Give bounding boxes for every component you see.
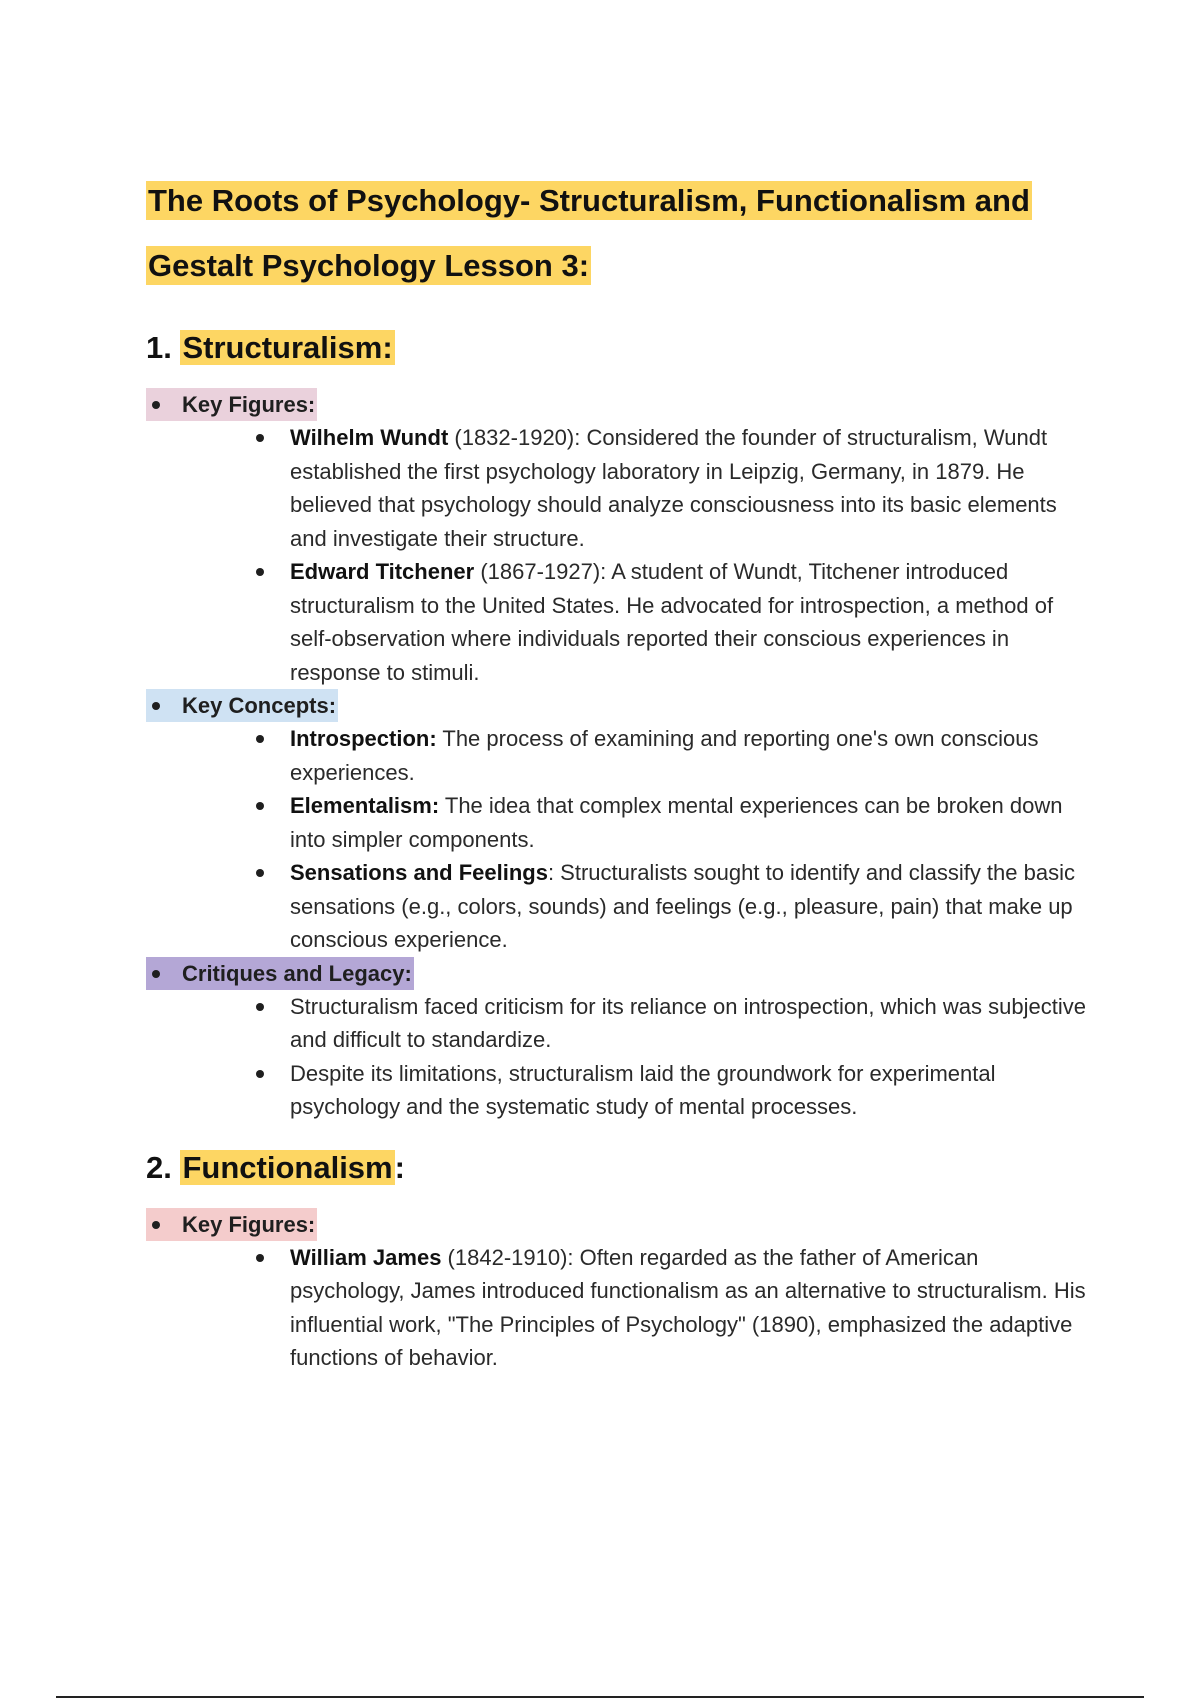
list-item-sensations	[290, 856, 1086, 957]
group-label: Key Figures:	[146, 388, 317, 421]
item-text: The idea that complex mental experiences can be broken down into simpler components.	[290, 793, 1063, 852]
section-title-suffix: :	[394, 1149, 405, 1185]
list-item-key-figures	[182, 1208, 1086, 1375]
detail-list	[182, 990, 1086, 1124]
document-title	[146, 168, 1086, 298]
page-bottom-rule	[56, 1696, 1144, 1698]
section-title: Structuralism:	[182, 330, 393, 365]
item-text: (1842-1910): Often regarded as the father of American psychology, James introduced functionalism as an alternative to structuralism. His influential work, "The Principles of Psychology" (1890), emphasized the adaptive functions of behavior.	[290, 1244, 1086, 1370]
item-name: Wilhelm Wundt	[290, 425, 449, 450]
item-text: : Structuralists sought to identify and classify the basic sensations (e.g., colors, sounds) and feelings (e.g., pleasure, pain) that make up conscious experience.	[290, 860, 1075, 952]
item-text: The process of examining and reporting one's own conscious experiences.	[290, 726, 1039, 785]
list-item-elementalism	[290, 789, 1086, 856]
structuralism-list	[146, 388, 1086, 1124]
detail-list	[182, 421, 1086, 689]
list-item-william-james	[290, 1241, 1086, 1375]
list-item-critiques	[182, 957, 1086, 1124]
item-name: Edward Titchener	[290, 559, 475, 584]
detail-list	[182, 1241, 1086, 1375]
section-title: Functionalism	[182, 1149, 393, 1185]
list-item-titchener	[290, 555, 1086, 689]
list-item-wundt	[290, 421, 1086, 555]
item-name: Elementalism:	[290, 793, 440, 818]
title-line-2: Gestalt Psychology Lesson 3:	[148, 248, 590, 283]
list-item-key-concepts	[182, 689, 1086, 957]
item-name: William James	[290, 1244, 442, 1270]
list-item-key-figures	[182, 388, 1086, 689]
section-number: 1.	[146, 330, 172, 365]
group-label: Key Figures:	[146, 1208, 317, 1241]
item-text: (1867-1927): A student of Wundt, Titchener introduced structuralism to the United States. He advocated for introspection, a method of self-observation where individuals reported their conscious experiences in response to stimuli.	[290, 559, 1054, 685]
item-name: Sensations and Feelings	[290, 860, 548, 885]
group-label: Critiques and Legacy:	[146, 957, 414, 990]
list-item-critique-1	[290, 990, 1086, 1057]
detail-list	[182, 722, 1086, 957]
item-text: Despite its limitations, structuralism laid the groundwork for experimental psychology and the systematic study of mental processes.	[290, 1060, 996, 1119]
group-label: Key Concepts:	[146, 689, 338, 722]
section-heading-structuralism	[146, 326, 1086, 370]
item-text: Structuralism faced criticism for its reliance on introspection, which was subjective and difficult to standardize.	[290, 993, 1086, 1052]
functionalism-list	[146, 1208, 1086, 1375]
section-number: 2.	[146, 1149, 172, 1185]
list-item-introspection	[290, 722, 1086, 789]
document-page	[146, 168, 1086, 1375]
section-heading-functionalism	[146, 1146, 1086, 1190]
item-name: Introspection:	[290, 726, 437, 751]
item-text: (1832-1920): Considered the founder of structuralism, Wundt established the first psychology laboratory in Leipzig, Germany, in 1879. He believed that psychology should analyze consciousness into its basic elements and investigate their structure.	[290, 425, 1057, 551]
title-line-1: The Roots of Psychology- Structuralism, Functionalism and	[148, 183, 1030, 218]
list-item-critique-2	[290, 1057, 1086, 1124]
